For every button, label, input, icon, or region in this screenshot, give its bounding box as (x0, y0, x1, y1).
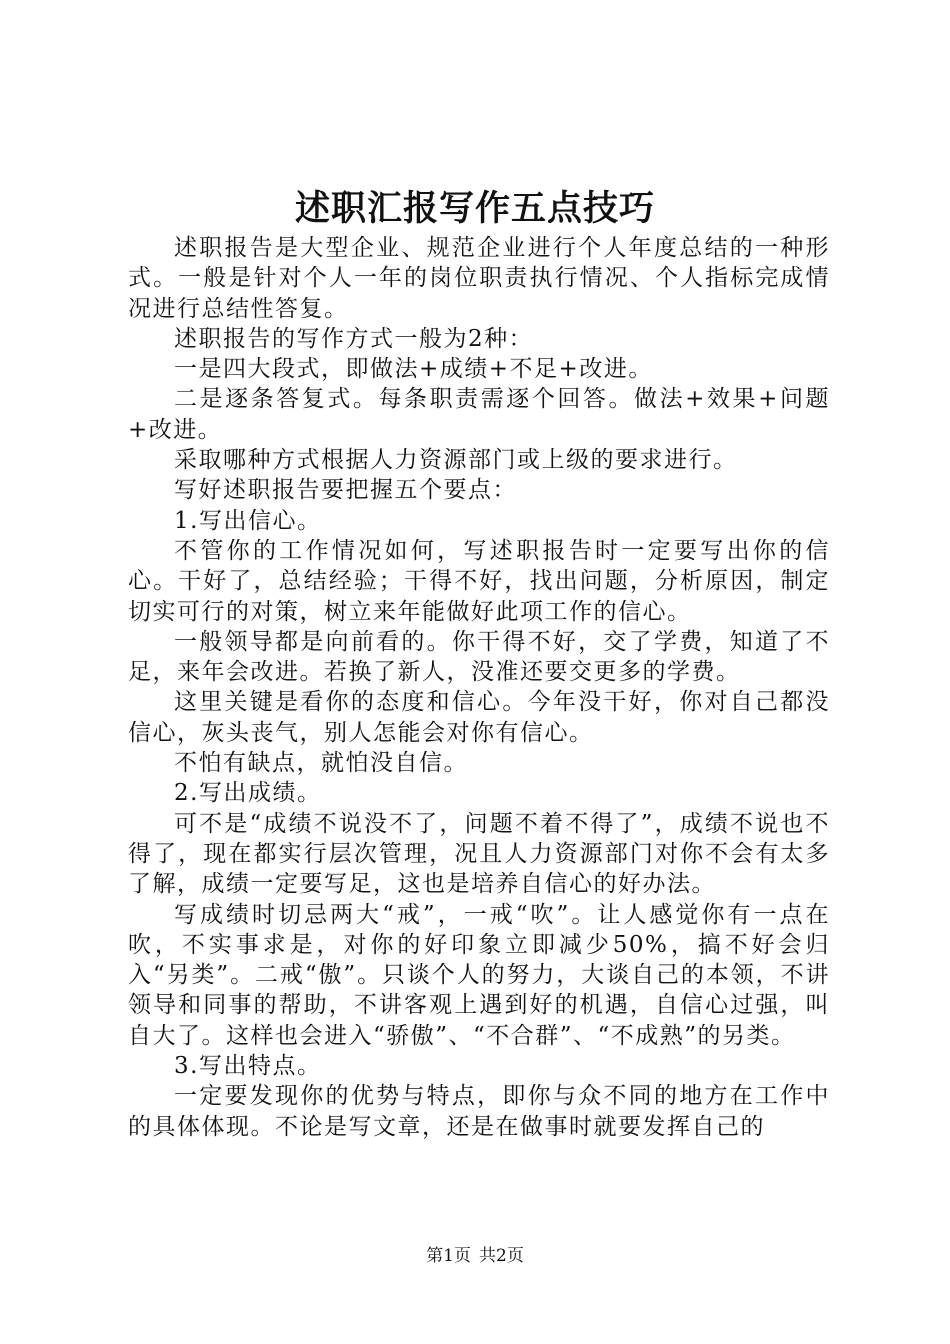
paragraph: 述职报告的写作方式一般为2种： (174, 325, 534, 352)
page-total: 共2页 (479, 1246, 524, 1266)
document-body (128, 233, 830, 1142)
paragraph: 不怕有缺点，就怕没自信。 (174, 750, 468, 777)
paragraph: 可不是“成绩不说没不了，问题不着不得了”，成绩不说也不得了，现在都实行层次管理，况且人力资源部门对你不会有太多了解，成绩一定要写足，这也是培养自信心的好办法。 (128, 810, 830, 898)
section-heading: 1.写出信心。 (174, 507, 322, 534)
section-heading: 3.写出特点。 (174, 1053, 322, 1080)
section-heading: 2.写出成绩。 (174, 780, 322, 807)
paragraph: 不管你的工作情况如何，写述职报告时一定要写出你的信心。干好了，总结经验；干得不好，找出问题，分析原因，制定切实可行的对策，树立来年能做好此项工作的信心。 (128, 537, 830, 625)
page-number: 第1页 (426, 1246, 471, 1266)
paragraph: 二是逐条答复式。每条职责需逐个回答。做法+效果+问题+改进。 (128, 386, 830, 443)
paragraph: 写成绩时切忌两大“戒”，一戒“吹”。让人感觉你有一点在吹，不实事求是，对你的好印象立即减少50%，搞不好会归入“另类”。二戒“傲”。只谈个人的努力，大谈自己的本领，不讲领导和同事的帮助，不讲客观上遇到好的机遇，自信心过强，叫自大了。这样也会进入“骄傲”、“不合群”、“不成熟”的另类。 (128, 901, 830, 1049)
paragraph: 一般领导都是向前看的。你干得不好，交了学费，知道了不足，来年会改进。若换了新人，没准还要交更多的学费。 (128, 628, 830, 686)
paragraph: 采取哪种方式根据人力资源部门或上级的要求进行。 (174, 447, 738, 474)
paragraph: 这里关键是看你的态度和信心。今年没干好，你对自己都没信心，灰头丧气，别人怎能会对你有信心。 (128, 689, 830, 746)
paragraph: 述职报告是大型企业、规范企业进行个人年度总结的一种形式。一般是针对个人一年的岗位职责执行情况、个人指标完成情况进行总结性答复。 (128, 235, 830, 322)
paragraph: 一定要发现你的优势与特点，即你与众不同的地方在工作中的具体体现。不论是写文章，还是在做事时就要发挥自己的 (128, 1083, 830, 1140)
page-footer (0, 1244, 950, 1268)
paragraph: 写好述职报告要把握五个要点： (174, 477, 517, 504)
paragraph: 一是四大段式，即做法+成绩+不足+改进。 (174, 356, 653, 383)
document-title: 述职汇报写作五点技巧 (294, 188, 655, 229)
